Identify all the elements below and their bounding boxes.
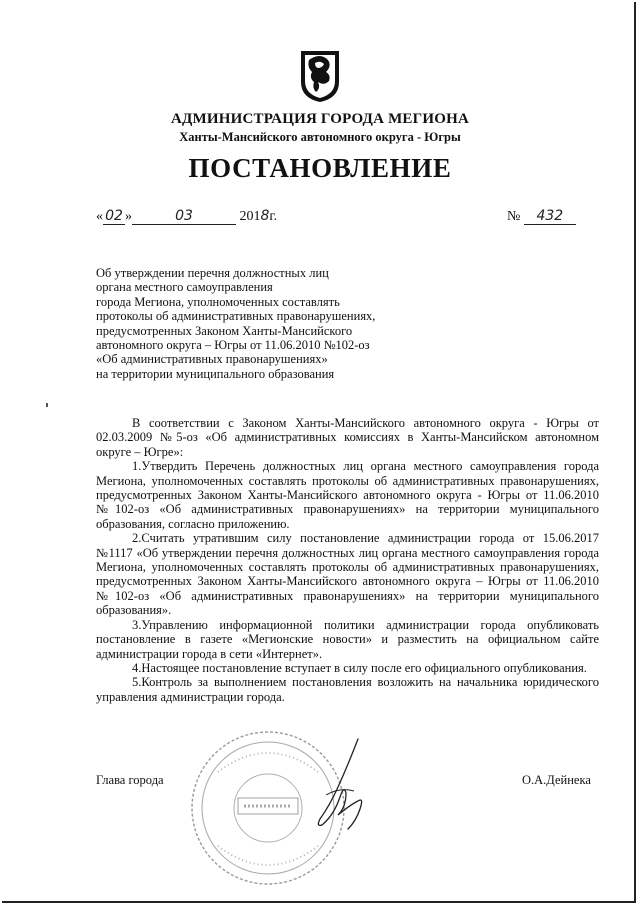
number-value: 432: [524, 208, 576, 225]
preamble-paragraph: В соответствии с Законом Ханты-Мансийского автономного округа - Югры от 02.03.2009 №5-оз «Об административных комиссиях в Ханты-Мансийском автономном округе – Югре»:: [96, 416, 599, 459]
signatory-position: Глава города: [96, 773, 164, 787]
item-3-paragraph: 3.Управлению информационной политики администрации города опубликовать постановление в газете «Мегионские новости» и разместить на официальном сайте администрации города в сети «Интернет».: [96, 617, 599, 661]
item-1-paragraph: 1.Утвердить Перечень должностных лиц органа местного самоуправления города Мегиона, уполномоченных составлять протоколы об административных правонарушениях, предусмотренных Законом Ханты-Мансийского автономного округа - Югры от 11.06.2010 №102-оз «Об административных правонарушениях» на территории муниципального образования, согласно приложению.: [96, 459, 599, 531]
subject-line: протоколы об административных правонарушениях,: [96, 309, 376, 324]
document-body: [96, 416, 599, 704]
document-title: ПОСТАНОВЛЕНИЕ: [188, 153, 452, 183]
subject-line: на территории муниципального образования: [96, 366, 335, 381]
date-year-digit: 8: [260, 208, 270, 224]
signatory-name: О.А.Дейнека: [522, 773, 591, 787]
document-subject: [96, 266, 426, 381]
item-5-paragraph: 5.Контроль за выполнением постановления возложить на начальника юридического управления администрации города.: [96, 675, 599, 704]
date-year-suffix: г.: [269, 209, 278, 224]
date-month: 03: [132, 208, 236, 225]
region-name: Ханты-Мансийского автономного округа - Югры: [179, 130, 461, 144]
subject-line: «Об административных правонарушениях»: [96, 352, 328, 367]
subject-line: органа местного самоуправления: [96, 280, 273, 295]
scan-speck: [46, 403, 48, 407]
subject-line: автономного округа – Югры от 11.06.2010 №102-оз: [96, 338, 370, 353]
date-day: 02: [103, 208, 125, 225]
date-open-quote: «: [96, 209, 103, 224]
organization-name: АДМИНИСТРАЦИЯ ГОРОДА МЕГИОНА: [170, 111, 470, 127]
number-label: №: [507, 209, 521, 224]
item-4-paragraph: 4.Настоящее постановление вступает в силу после его официального опубликования.: [132, 660, 587, 675]
document-number: [507, 208, 576, 225]
date-close-quote: »: [125, 209, 132, 224]
handwritten-signature: [300, 735, 380, 835]
city-coat-of-arms-icon: [298, 48, 342, 104]
subject-line: предусмотренных Законом Ханты-Мансийского: [96, 323, 353, 338]
date-year-prefix: 201: [239, 209, 261, 224]
subject-line: Об утверждении перечня должностных лиц: [96, 266, 329, 280]
subject-line: города Мегиона, уполномоченных составлять: [96, 294, 340, 309]
item-2-paragraph: 2.Считать утратившим силу постановление администрации города от 15.06.2017 №1117 «Об утверждении перечня должностных лиц органа местного самоуправления города Мегиона, уполномоченных составлять протоколы об административных правонарушениях, предусмотренных Законом Ханты-Мансийского автономного округа – Югры от 11.06.2010 №102-оз «Об административных правонарушениях» на территории муниципального образования».: [96, 531, 599, 618]
date-line: [96, 208, 277, 225]
